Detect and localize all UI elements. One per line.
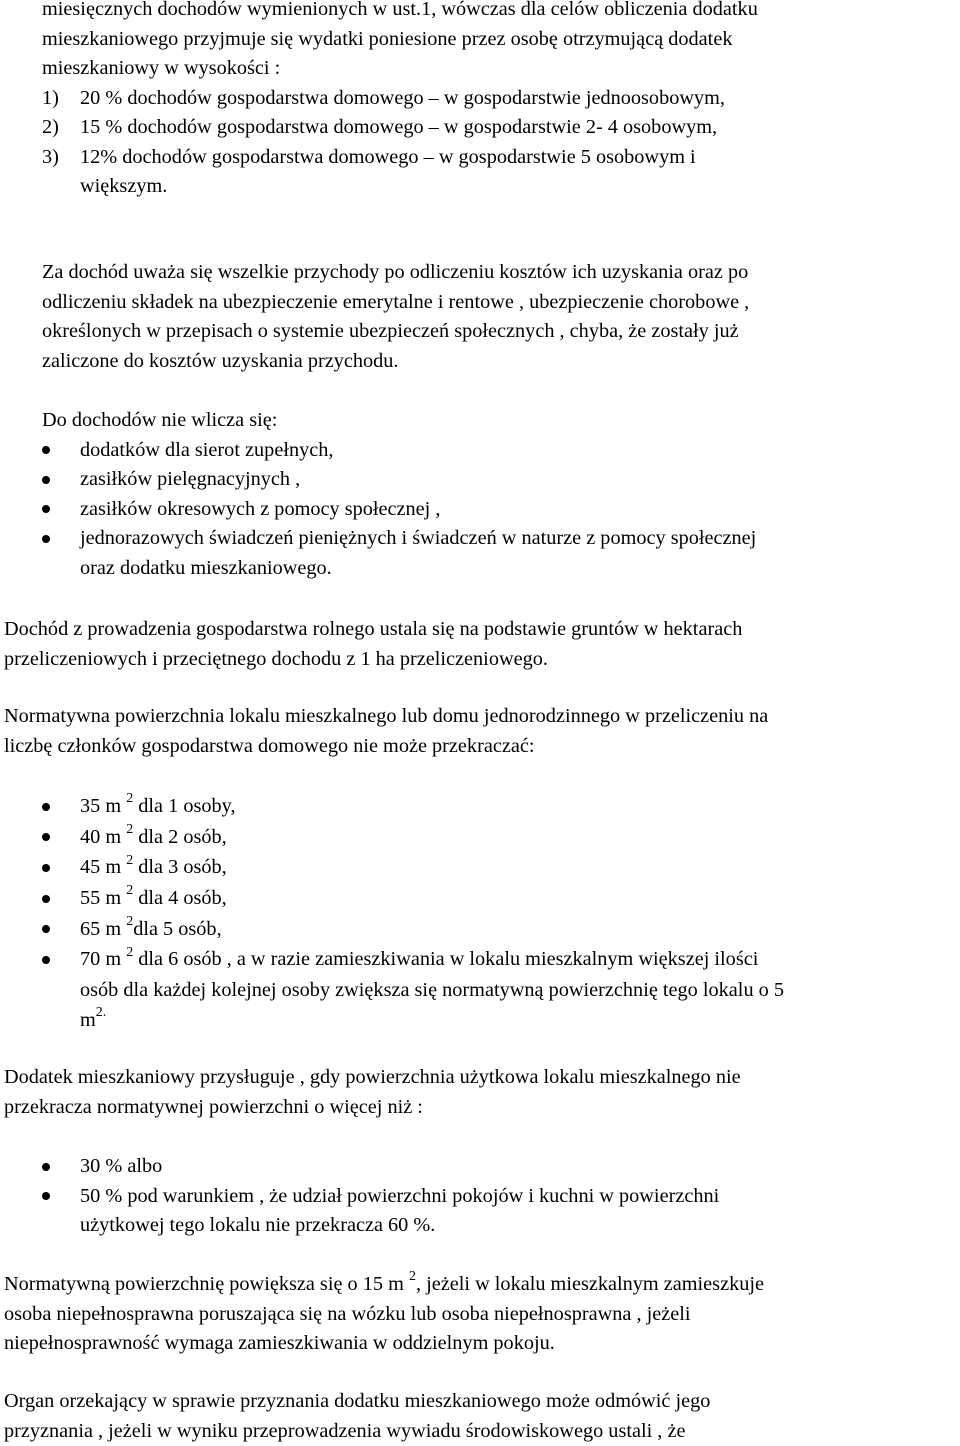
paragraph-line: Dodatek mieszkaniowy przysługuje , gdy powierzchnia użytkowa lokalu mieszkalnego nie	[4, 1066, 741, 1088]
bullet-icon	[42, 446, 50, 454]
paragraph-line: zaliczone do kosztów uzyskania przychodu.	[42, 349, 399, 372]
bullet-icon	[42, 925, 50, 933]
numbered-item-1	[0, 84, 960, 114]
exclusions-heading: Do dochodów nie wlicza się:	[42, 409, 278, 431]
list-item: 50 % pod warunkiem , że udział powierzchni pokojów i kuchni w powierzchni	[0, 1182, 960, 1212]
refusal-paragraph	[0, 1387, 960, 1446]
item-text: 20 % dochodów gospodarstwa domowego – w gospodarstwie jednoosobowym,	[80, 86, 725, 109]
numbered-item-3-continuation: większym.	[80, 175, 168, 197]
bullet-icon	[42, 535, 50, 543]
list-item: zasiłków okresowych z pomocy społecznej ,	[0, 495, 960, 525]
list-item: 30 % albo	[0, 1152, 960, 1182]
area-increase-paragraph	[0, 1270, 960, 1359]
list-item-continuation: osób dla każdej kolejnej osoby zwiększa się normatywną powierzchnię tego lokalu o 5	[80, 979, 785, 1002]
item-number: 3)	[42, 145, 59, 168]
list-item: 70 m $^2$ dla 6 osób , a w razie zamieszkiwania w lokalu mieszkalnym większej ilości	[0, 945, 960, 976]
paragraph-line: przeliczeniowych i przeciętnego dochodu z 1 ha przeliczeniowego.	[4, 647, 548, 670]
list-item: 35 m $^2$ dla 1 osoby,	[0, 792, 960, 823]
income-definition-paragraph	[0, 258, 960, 376]
paragraph-line: Dochód z prowadzenia gospodarstwa rolnego ustala się na podstawie gruntów w hektarach	[4, 618, 743, 640]
paragraph-line: Normatywną powierzchnię powiększa się o 15 m $^2$, jeżeli w lokalu mieszkalnym zamieszkuje	[4, 1269, 764, 1295]
bullet-icon	[42, 895, 50, 903]
paragraph-line: mieszkaniowego przyjmuje się wydatki poniesione przez osobę otrzymującą dodatek	[42, 27, 733, 50]
normative-area-paragraph	[0, 702, 960, 761]
paragraph-line: przekracza normatywnej powierzchni o więcej niż :	[4, 1095, 423, 1118]
areas-list	[0, 792, 960, 1035]
list-item: dodatków dla sierot zupełnych,	[0, 436, 960, 466]
list-item-continuation: oraz dodatku mieszkaniowego.	[80, 556, 332, 579]
numbered-item-3	[0, 143, 960, 173]
numbered-item-2	[0, 113, 960, 143]
list-item: 45 m $^2$ dla 3 osób,	[0, 853, 960, 884]
list-item: jednorazowych świadczeń pieniężnych i świadczeń w naturze z pomocy społecznej	[0, 524, 960, 554]
paragraph-line: osoba niepełnosprawna poruszająca się na wózku lub osoba niepełnosprawna , jeżeli	[4, 1302, 691, 1325]
paragraph-line: Normatywna powierzchnia lokalu mieszkalnego lub domu jednorodzinnego w przeliczeniu na	[4, 705, 769, 727]
thresholds-list	[0, 1152, 960, 1241]
exclusions-section	[0, 406, 960, 583]
bullet-icon	[42, 864, 50, 872]
bullet-icon	[42, 1163, 50, 1171]
item-number: 1)	[42, 86, 59, 109]
paragraph-line: Organ orzekający w sprawie przyznania dodatku mieszkaniowego może odmówić jego	[4, 1390, 711, 1412]
intro-paragraph	[0, 0, 960, 202]
item-number: 2)	[42, 116, 59, 138]
bullet-icon	[42, 956, 50, 964]
list-item: 40 m $^2$ dla 2 osób,	[0, 823, 960, 854]
bullet-icon	[42, 505, 50, 513]
bullet-icon	[42, 803, 50, 811]
list-item: 55 m $^2$ dla 4 osób,	[0, 884, 960, 915]
list-item: 65 m $^2$dla 5 osób,	[0, 915, 960, 946]
paragraph-line: niepełnosprawność wymaga zamieszkiwania w oddzielnym pokoju.	[4, 1332, 555, 1354]
paragraph-line: mieszkaniowy w wysokości :	[42, 57, 281, 79]
paragraph-line: odliczeniu składek na ubezpieczenie emerytalne i rentowe , ubezpieczenie chorobowe ,	[42, 290, 750, 313]
list-item: zasiłków pielęgnacyjnych ,	[0, 465, 960, 495]
paragraph-line: Za dochód uważa się wszelkie przychody po odliczeniu kosztów ich uzyskania oraz po	[42, 261, 749, 283]
bullet-icon	[42, 833, 50, 841]
entitlement-paragraph	[0, 1063, 960, 1122]
paragraph-line: miesięcznych dochodów wymienionych w ust.1, wówczas dla celów obliczenia dodatku	[42, 0, 758, 20]
paragraph-line: liczbę członków gospodarstwa domowego nie może przekraczać:	[4, 734, 535, 757]
list-item-continuation: $m^{2.}$	[80, 1004, 107, 1031]
farm-income-paragraph	[0, 615, 960, 674]
bullet-icon	[42, 476, 50, 484]
paragraph-line: określonych w przepisach o systemie ubezpieczeń społecznych , chyba, że zostały już	[42, 320, 739, 342]
paragraph-line: przyznania , jeżeli w wyniku przeprowadzenia wywiadu środowiskowego ustali , że	[4, 1419, 686, 1442]
item-text: 12% dochodów gospodarstwa domowego – w gospodarstwie 5 osobowym i	[80, 145, 696, 168]
item-text: 15 % dochodów gospodarstwa domowego – w gospodarstwie 2- 4 osobowym,	[80, 116, 718, 138]
list-item-continuation: użytkowej tego lokalu nie przekracza 60 %.	[80, 1214, 436, 1236]
bullet-icon	[42, 1192, 50, 1200]
